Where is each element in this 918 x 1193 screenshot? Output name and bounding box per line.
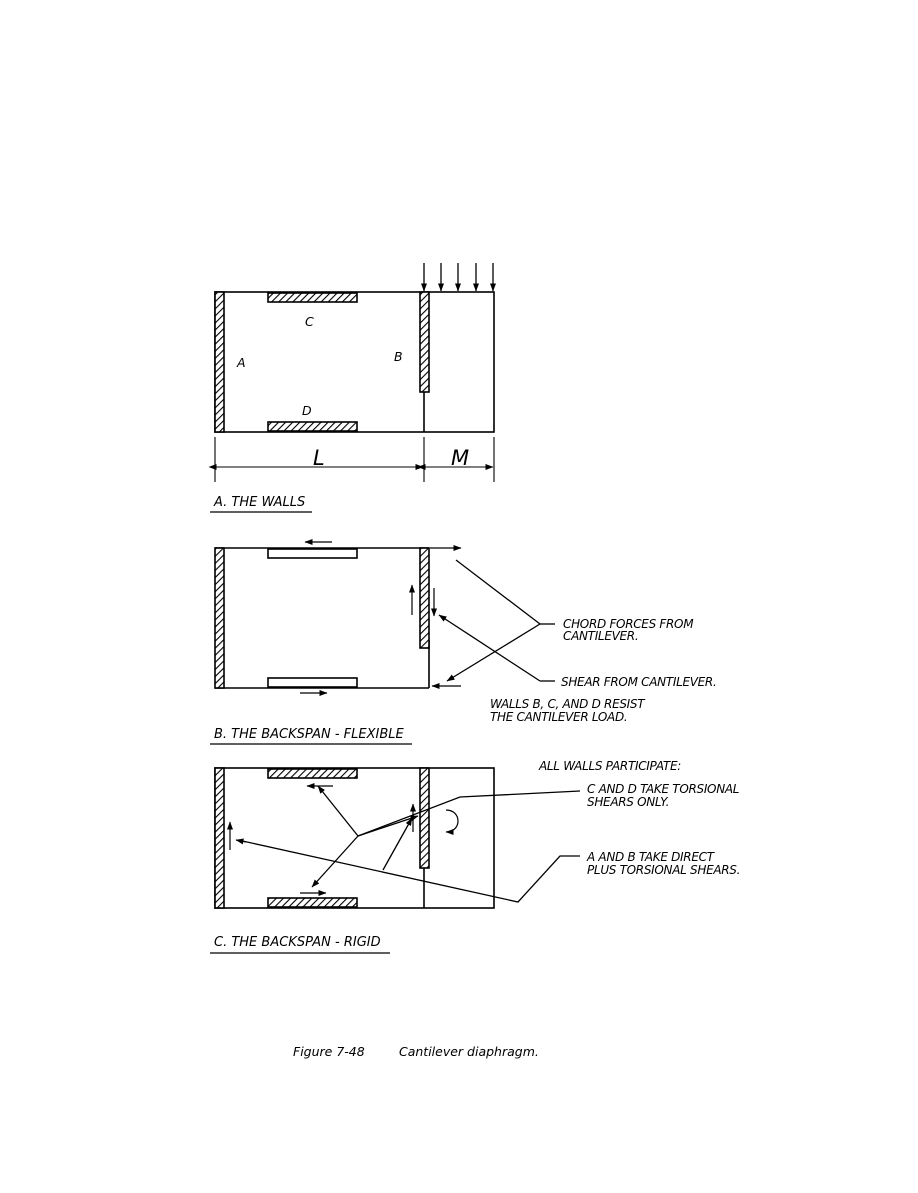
- leader-lines-b: [439, 560, 555, 681]
- figure-number: Figure 7-48: [293, 1044, 365, 1059]
- caption-b: B. THE BACKSPAN - FLEXIBLE: [214, 727, 404, 742]
- label-wall-a: A: [237, 355, 246, 370]
- wall-d-b: [268, 678, 357, 687]
- note-ab-direct-1: A AND B TAKE DIRECT: [587, 850, 714, 864]
- note-ab-direct-2: PLUS TORSIONAL SHEARS.: [587, 863, 741, 877]
- wall-a-b: [215, 548, 224, 688]
- note-chord-forces-2: CANTILEVER.: [563, 629, 639, 643]
- label-wall-c: C: [305, 314, 314, 329]
- dimension-l-label: L: [313, 446, 325, 470]
- wall-a: [215, 292, 224, 432]
- wall-c: [268, 293, 357, 302]
- panel-a-walls: [210, 263, 494, 512]
- caption-a: A. THE WALLS: [214, 495, 306, 510]
- label-wall-b: B: [394, 349, 403, 364]
- leader-lines-c: [236, 786, 580, 902]
- dimension-m-label: M: [451, 446, 470, 470]
- panel-c-rigid: [210, 768, 580, 953]
- wall-a-c: [215, 768, 224, 908]
- note-chord-forces-1: CHORD FORCES FROM: [563, 617, 694, 631]
- wall-d: [268, 422, 357, 431]
- wall-b-c: [420, 768, 429, 868]
- caption-c: C. THE BACKSPAN - RIGID: [214, 935, 381, 950]
- figure-title: Cantilever diaphragm.: [399, 1044, 539, 1059]
- cantilever-load-arrows: [424, 263, 493, 291]
- note-shear-from-cantilever: SHEAR FROM CANTILEVER.: [561, 675, 717, 689]
- wall-d-c: [268, 898, 357, 907]
- force-arrows-b: [300, 542, 461, 693]
- note-cd-torsional-1: C AND D TAKE TORSIONAL: [587, 782, 740, 796]
- wall-b: [420, 292, 429, 392]
- torsion-moment-symbol: [446, 810, 458, 832]
- note-cd-torsional-2: SHEARS ONLY.: [587, 795, 670, 809]
- note-all-walls: ALL WALLS PARTICIPATE:: [539, 759, 681, 773]
- label-wall-d: D: [302, 403, 312, 418]
- note-walls-resist-1: WALLS B, C, AND D RESIST: [490, 697, 645, 711]
- wall-c-c: [268, 769, 357, 778]
- wall-b-b: [420, 548, 429, 648]
- panel-a-outline: [215, 292, 494, 432]
- note-walls-resist-2: THE CANTILEVER LOAD.: [490, 710, 628, 724]
- wall-c-b: [268, 549, 357, 558]
